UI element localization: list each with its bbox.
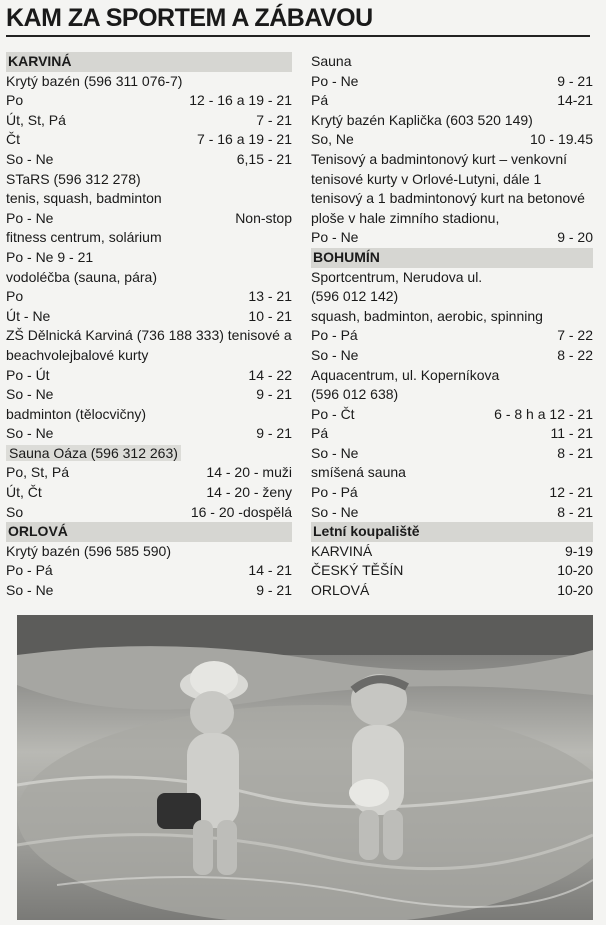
section-heading: Letní koupaliště [311, 522, 593, 542]
schedule-row [6, 385, 292, 405]
schedule-row [6, 111, 292, 131]
schedule-row [6, 424, 292, 444]
schedule-hours: 11 - 21 [550, 425, 593, 442]
venue-line: vodoléčba (sauna, pára) [6, 268, 157, 285]
venue-line: smíšená sauna [311, 464, 406, 481]
schedule-hours: 14 - 21 [248, 562, 292, 579]
schedule-day: So - Ne [311, 346, 359, 363]
schedule-row [6, 366, 292, 386]
schedule-day: So - Ne [6, 150, 54, 167]
schedule-row [311, 581, 593, 601]
schedule-day: ORLOVÁ [311, 582, 370, 599]
headline: KAM ZA SPORTEM A ZÁBAVOU [6, 4, 590, 37]
schedule-row [311, 326, 593, 346]
schedule-day: Po - Ne [6, 209, 54, 226]
photo-illustration [17, 615, 593, 920]
schedule-hours: 12 - 16 a 19 - 21 [189, 92, 292, 109]
schedule-row [311, 483, 593, 503]
section-heading: KARVINÁ [6, 52, 292, 72]
schedule-day: So - Ne [311, 503, 359, 520]
schedule-row [311, 424, 593, 444]
schedule-hours: 8 - 21 [557, 503, 593, 520]
venue-line: Po - Ne 9 - 21 [6, 248, 94, 265]
schedule-day: Po - Ne [311, 72, 359, 89]
schedule-day: So [6, 503, 24, 520]
schedule-day: Út, St, Pá [6, 111, 66, 128]
schedule-row [6, 463, 292, 483]
schedule-row [311, 444, 593, 464]
schedule-hours: 14 - 20 - muži [206, 464, 292, 481]
venue-line: Sauna [311, 53, 352, 69]
schedule-hours: 14 - 22 [248, 366, 292, 383]
section-heading: BOHUMÍN [311, 248, 593, 268]
schedule-day: Po - Pá [6, 562, 53, 579]
section-heading: ORLOVÁ [6, 522, 292, 542]
schedule-row [311, 228, 593, 248]
venue-description: Tenisový a badmintonový kurt – venkovní tenisové kurty v Orlové-Lutyni, dále 1 tenisový a 1 badmintonový kurt na betonové ploše v hale zimního stadionu, [311, 150, 585, 226]
schedule-hours: 7 - 21 [256, 111, 292, 128]
schedule-hours: 10-20 [557, 582, 593, 599]
schedule-day: Po, St, Pá [6, 464, 70, 481]
schedule-hours: Non-stop [235, 209, 292, 226]
schedule-row [6, 209, 292, 229]
schedule-row [6, 130, 292, 150]
photo-children-in-pool [17, 615, 593, 920]
schedule-hours: 7 - 16 a 19 - 21 [197, 131, 292, 148]
venue-line: Sportcentrum, Nerudova ul. [311, 268, 483, 285]
schedule-day: Pá [311, 425, 329, 442]
schedule-day: Po [6, 92, 24, 109]
schedule-row [311, 542, 593, 562]
schedule-hours: 13 - 21 [248, 288, 292, 305]
venue-line: Krytý bazén (596 585 590) [6, 542, 171, 559]
schedule-day: Po - Pá [311, 327, 358, 344]
venue-description: ZŠ Dělnická Karviná (736 188 333) tenisové a beachvolejbalové kurty [6, 327, 292, 363]
schedule-hours: 12 - 21 [549, 484, 593, 501]
schedule-day: Pá [311, 92, 329, 109]
schedule-day: So - Ne [311, 444, 359, 461]
schedule-row [6, 483, 292, 503]
venue-line: fitness centrum, solárium [6, 229, 162, 246]
venue-highlight: Sauna Oáza (596 312 263) [6, 445, 181, 461]
schedule-hours: 8 - 22 [557, 346, 593, 363]
schedule-hours: 9 - 20 [557, 229, 593, 246]
schedule-row [311, 405, 593, 425]
schedule-hours: 14 - 20 - ženy [206, 484, 292, 501]
schedule-hours: 16 - 20 -dospělá [190, 503, 292, 520]
venue-line: (596 012 638) [311, 386, 399, 403]
schedule-day: So - Ne [6, 582, 54, 599]
schedule-hours: 10 - 19.45 [529, 131, 593, 148]
schedule-row [6, 503, 292, 523]
schedule-day: Po - Ne [311, 229, 359, 246]
schedule-day: Út - Ne [6, 307, 51, 324]
schedule-hours: 8 - 21 [557, 444, 593, 461]
schedule-row [311, 91, 593, 111]
schedule-row [6, 150, 292, 170]
schedule-row [6, 581, 292, 601]
venue-line: Aquacentrum, ul. Koperníkova [311, 366, 500, 383]
schedule-day: Po - Út [6, 366, 50, 383]
schedule-day: So, Ne [311, 131, 354, 148]
schedule-day: ČESKÝ TĚŠÍN [311, 562, 404, 579]
schedule-day: Út, Čt [6, 484, 42, 501]
venue-line: STaRS (596 312 278) [6, 170, 141, 187]
schedule-row [6, 91, 292, 111]
schedule-hours: 10-20 [557, 562, 593, 579]
schedule-hours: 9 - 21 [256, 582, 292, 599]
schedule-row [311, 503, 593, 523]
schedule-hours: 10 - 21 [248, 307, 292, 324]
venue-line: (596 012 142) [311, 288, 399, 305]
venue-line: Krytý bazén Kaplička (603 520 149) [311, 111, 533, 128]
venue-line: tenis, squash, badminton [6, 190, 162, 207]
schedule-row [311, 561, 593, 581]
venue-line: squash, badminton, aerobic, spinning [311, 307, 543, 324]
schedule-day: So - Ne [6, 386, 54, 403]
schedule-day: Po [6, 288, 24, 305]
schedule-day: KARVINÁ [311, 542, 373, 559]
schedule-hours: 6,15 - 21 [236, 150, 292, 167]
schedule-day: Čt [6, 131, 20, 148]
schedule-day: So - Ne [6, 425, 54, 442]
schedule-hours: 14-21 [557, 92, 593, 109]
schedule-hours: 9 - 21 [256, 425, 292, 442]
right-column [311, 52, 593, 601]
schedule-row [311, 72, 593, 92]
schedule-row [6, 561, 292, 581]
schedule-day: Po - Čt [311, 405, 355, 422]
schedule-row [6, 287, 292, 307]
venue-line [6, 444, 292, 464]
schedule-day: Po - Pá [311, 484, 358, 501]
venue-line: Krytý bazén (596 311 076-7) [6, 72, 183, 89]
left-column [6, 52, 292, 601]
venue-line: badminton (tělocvičny) [6, 405, 147, 422]
schedule-row [311, 346, 593, 366]
schedule-row [6, 307, 292, 327]
schedule-hours: 7 - 22 [557, 327, 593, 344]
schedule-row [311, 130, 593, 150]
schedule-hours: 9 - 21 [557, 72, 593, 89]
schedule-hours: 9 - 21 [256, 386, 292, 403]
schedule-hours: 9-19 [564, 542, 593, 559]
schedule-hours: 6 - 8 h a 12 - 21 [494, 405, 593, 422]
